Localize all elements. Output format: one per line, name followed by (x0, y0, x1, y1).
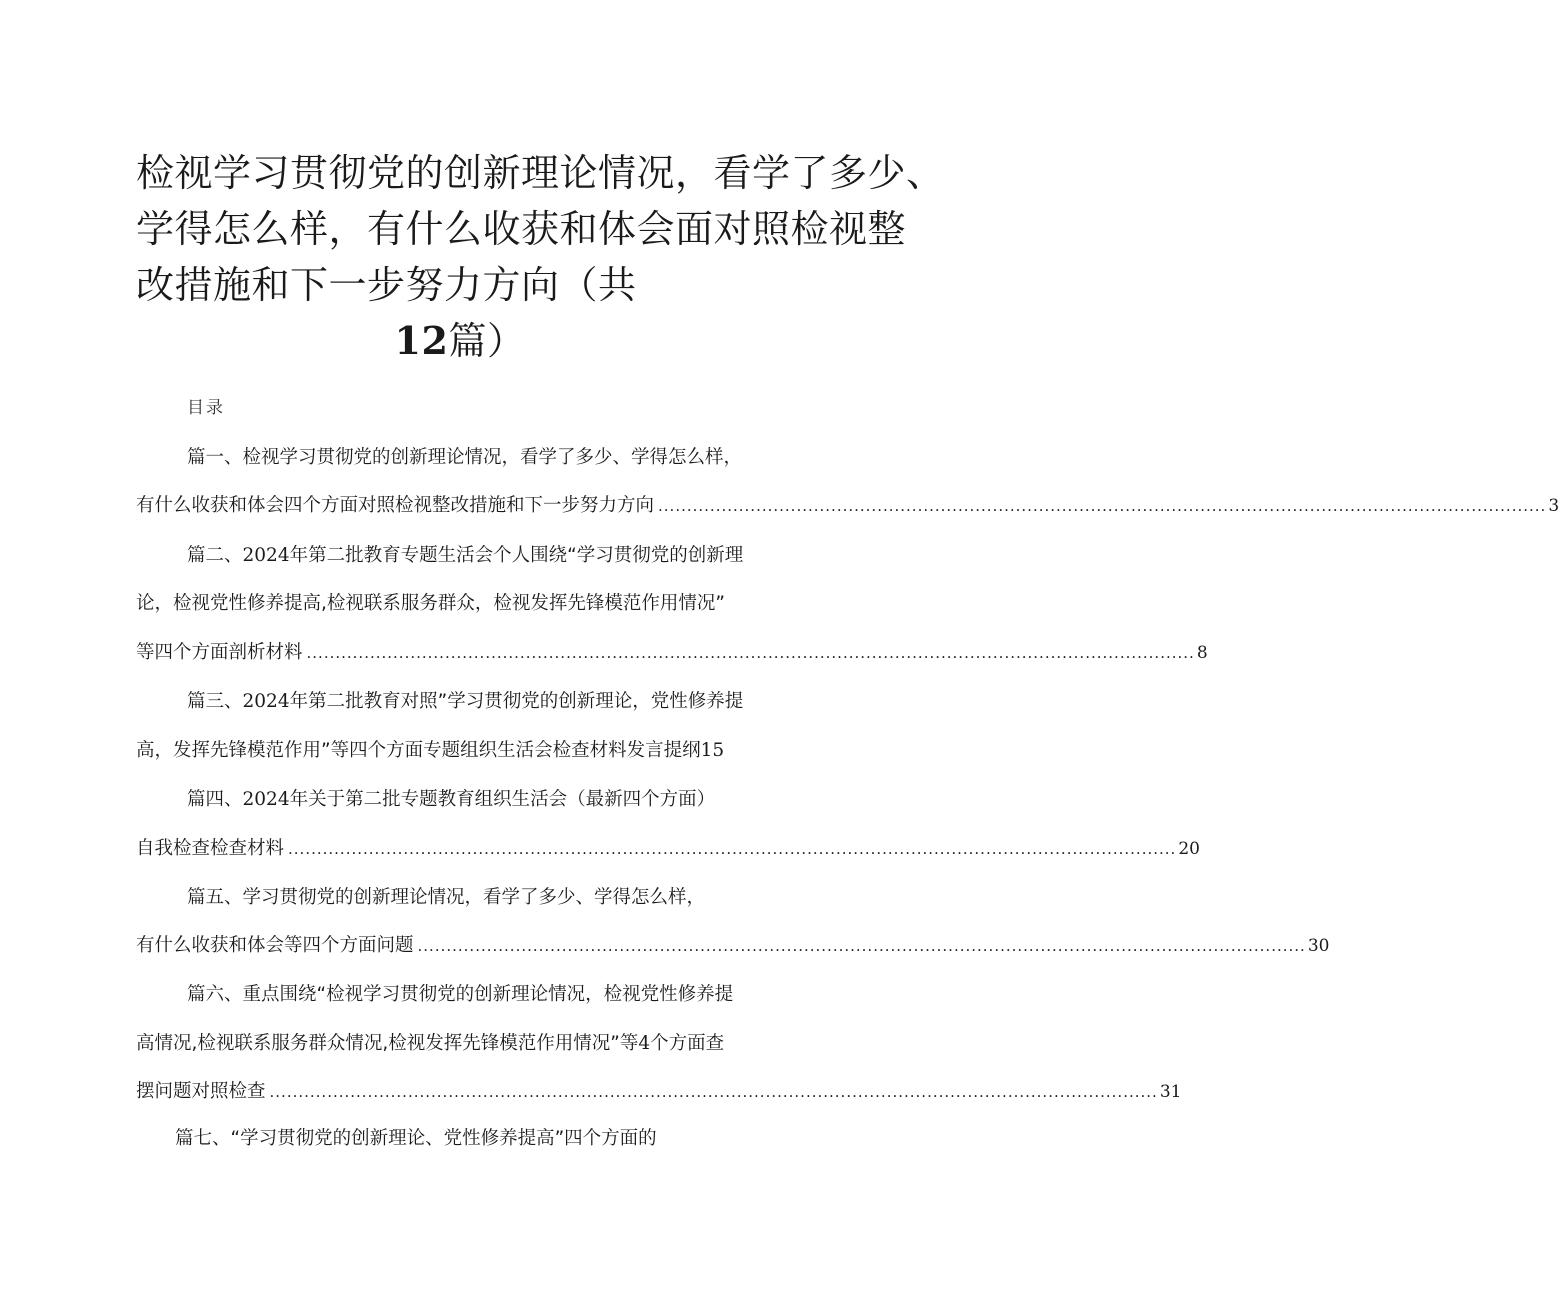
toc-item-1-dots: .......................................................................................................................................................... (658, 497, 1547, 515)
toc-item-2-leader[interactable] (136, 640, 1208, 666)
toc-item-5-leader[interactable] (136, 933, 1330, 959)
toc-item-6-count: 4 (638, 1033, 651, 1054)
toc-item-1-leader[interactable] (136, 493, 1559, 519)
toc-item-2-line-1[interactable] (187, 543, 743, 569)
toc-item-6-line-2[interactable] (136, 1031, 724, 1057)
toc-item-6-line-2-start: 高情况,检视联系服务群众情况,检视发挥先锋模范作用情况”等 (136, 1033, 639, 1054)
toc-item-4-prefix: 篇四、 (187, 789, 243, 810)
toc-item-3-prefix: 篇三、 (187, 691, 243, 712)
toc-item-5-page: 30 (1307, 936, 1330, 956)
toc-item-3-line-1[interactable] (187, 689, 743, 715)
toc-item-3-text: 高，发挥先锋模范作用”等四个方面专题组织生活会检查材料发言提纲 (136, 740, 701, 761)
toc-item-2-year: 2024 (242, 545, 290, 566)
toc-item-1-text: 有什么收获和体会四个方面对照检视整改措施和下一步努力方向 (136, 495, 655, 516)
toc-item-4-line-1[interactable] (187, 787, 715, 813)
toc-item-6-dots: .......................................................................................................................................................... (269, 1083, 1158, 1101)
toc-item-7-line-1[interactable]: 篇七、“学习贯彻党的创新理论、党性修养提高”四个方面的 (175, 1128, 657, 1149)
document-title-line-2: 学得怎么样，有什么收获和体会面对照检视整 (136, 207, 907, 251)
toc-item-3-rest: 年第二批教育对照”学习贯彻党的创新理论，党性修养提 (289, 691, 744, 712)
toc-item-3-year: 2024 (242, 691, 290, 712)
toc-item-5-dots: .......................................................................................................................................................... (417, 937, 1306, 955)
toc-item-5-text: 有什么收获和体会等四个方面问题 (136, 935, 414, 956)
document-title-line-3: 改措施和下一步努力方向（共 (136, 263, 637, 307)
toc-item-4-year: 2024 (242, 789, 290, 810)
toc-item-1-page: 3 (1548, 496, 1559, 516)
toc-item-2-prefix: 篇二、 (187, 545, 243, 566)
title-article-count: 12 (394, 318, 449, 363)
toc-item-2-text: 等四个方面剖析材料 (136, 642, 303, 663)
title-article-count-suffix: 篇） (448, 319, 526, 363)
toc-item-4-page: 20 (1178, 839, 1200, 859)
toc-item-2-line-2[interactable]: 论，检视党性修养提高,检视联系服务群众，检视发挥先锋模范作用情况” (136, 593, 725, 614)
toc-item-6-line-1[interactable]: 篇六、重点围绕“检视学习贯彻党的创新理论情况，检视党性修养提 (187, 984, 734, 1005)
document-title-line-1: 检视学习贯彻党的创新理论情况，看学了多少、 (136, 151, 945, 195)
toc-item-3-line-2[interactable] (136, 738, 724, 764)
toc-item-6-page: 31 (1159, 1082, 1182, 1102)
toc-item-6-text: 摆问题对照检查 (136, 1081, 266, 1102)
toc-item-2-rest: 年第二批教育专题生活会个人围绕“学习贯彻党的创新理 (289, 545, 744, 566)
toc-item-3-page: 15 (700, 740, 725, 761)
toc-item-4-rest: 年关于第二批专题教育组织生活会（最新四个方面） (289, 789, 716, 810)
toc-item-1-line-1[interactable]: 篇一、检视学习贯彻党的创新理论情况，看学了多少、学得怎么样， (187, 447, 743, 468)
toc-item-4-dots: .......................................................................................................................................................... (288, 840, 1177, 858)
toc-item-2-page: 8 (1196, 643, 1208, 663)
toc-item-6-line-2-end: 个方面查 (650, 1033, 725, 1054)
toc-item-4-leader[interactable] (136, 836, 1200, 862)
toc-item-2-dots: .......................................................................................................................................................... (306, 644, 1195, 662)
document-title-line-4 (0, 318, 920, 364)
toc-heading: 目录 (187, 398, 225, 418)
toc-item-6-leader[interactable] (136, 1079, 1182, 1105)
toc-item-4-text: 自我检查检查材料 (136, 838, 285, 859)
toc-item-5-line-1[interactable]: 篇五、学习贯彻党的创新理论情况，看学了多少、学得怎么样， (187, 887, 706, 908)
